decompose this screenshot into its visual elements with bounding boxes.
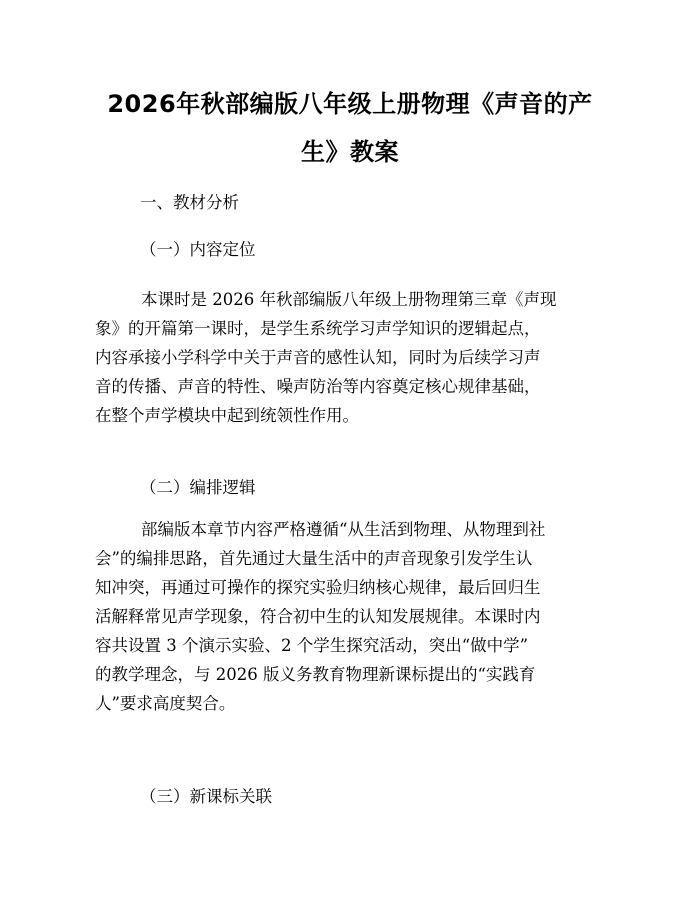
paragraph-line: 部编版本章节内容严格遵循“从生活到物理、从物理到社 <box>141 520 546 539</box>
paragraph-line: 的教学理念，与 2026 版义务教育物理新课标提出的“实践育 <box>95 665 536 684</box>
paragraph-line: 会”的编排思路，首先通过大量生活中的声音现象引发学生认 <box>95 549 533 568</box>
section-heading-textbook-analysis: 一、教材分析 <box>140 193 239 212</box>
paragraph-line: 活解释常见声学现象，符合初中生的认知发展规律。本课时内 <box>95 607 541 626</box>
paragraph-line: 内容承接小学科学中关于声音的感性认知，同时为后续学习声 <box>95 348 541 367</box>
paragraph-line: 知冲突，再通过可操作的探究实验归纳核心规律，最后回归生 <box>95 578 541 597</box>
document-title <box>95 80 605 176</box>
paragraph-line: 本课时是 2026 年秋部编版八年级上册物理第三章《声现 <box>141 290 557 309</box>
title-line-2: 生》教案 <box>301 138 399 166</box>
paragraph-arrangement-logic <box>95 515 605 718</box>
paragraph-line: 在整个声学模块中起到统领性作用。 <box>95 406 359 425</box>
paragraph-line: 容共设置 3 个演示实验、2 个学生探究活动，突出“做中学” <box>95 636 529 655</box>
paragraph-line: 音的传播、声音的特性、噪声防治等内容奠定核心规律基础， <box>95 377 541 396</box>
subheading-content-positioning: （一）内容定位 <box>140 240 256 259</box>
paragraph-line: 人”要求高度契合。 <box>95 694 236 713</box>
subheading-new-curriculum-link: （三）新课标关联 <box>140 787 272 806</box>
paragraph-content-positioning <box>95 285 605 430</box>
paragraph-line: 象》的开篇第一课时，是学生系统学习声学知识的逻辑起点， <box>95 319 541 338</box>
title-line-1: 2026年秋部编版八年级上册物理《声音的产 <box>107 90 593 118</box>
subheading-arrangement-logic: （二）编排逻辑 <box>140 478 256 497</box>
